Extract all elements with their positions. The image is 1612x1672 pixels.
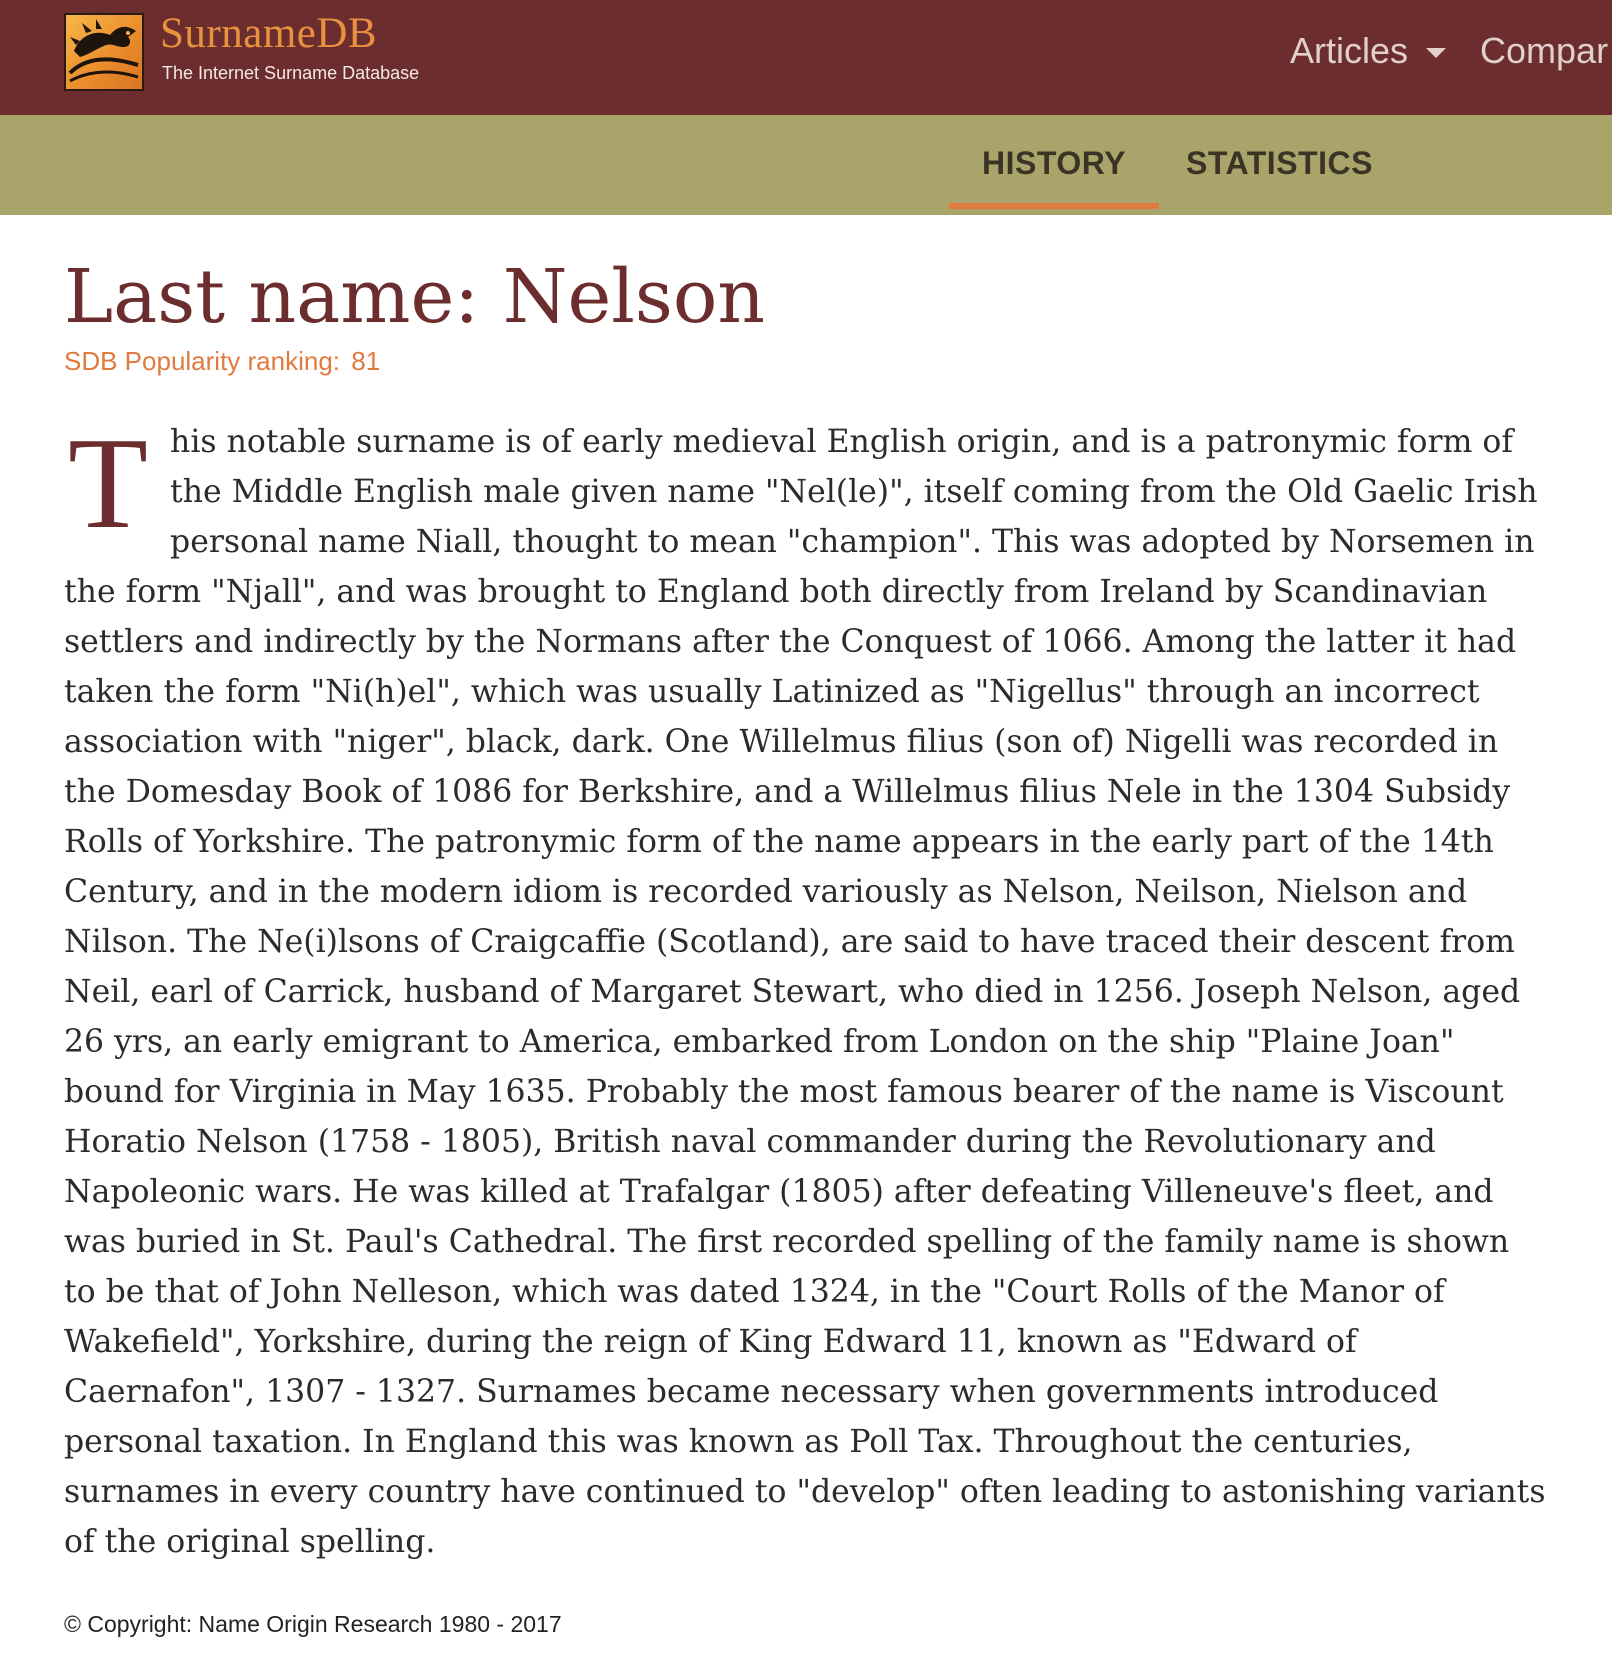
- nav-articles[interactable]: Articles: [1290, 30, 1409, 71]
- copyright: © Copyright: Name Origin Research 1980 - 2017: [64, 1611, 562, 1638]
- popularity-ranking: [64, 346, 1548, 377]
- site-header: [0, 0, 1612, 115]
- brand[interactable]: [160, 12, 419, 84]
- main-content: [0, 254, 1612, 1638]
- ranking-label: SDB Popularity ranking:: [64, 346, 341, 377]
- tab-statistics[interactable]: STATISTICS: [1186, 145, 1373, 181]
- brand-name[interactable]: SurnameDB: [160, 10, 378, 57]
- top-nav: [1290, 30, 1608, 72]
- tab-history[interactable]: HISTORY: [982, 145, 1126, 181]
- drop-cap: T: [68, 411, 149, 557]
- history-paragraph: his notable surname is of early medieval English origin, and is a patronymic form of the Middle English male given name "Nel(le)", itself coming from the Old Gaelic Irish personal name Niall, thought to mean "champion". This was adopted by Norsemen in the form "Njall", and was brought to England both directly from Ireland by Scandinavian settlers and indirectly by the Normans after the Conquest of 1066. Among the latter it had taken the form "Ni(h)el", which was usually Latinized as "Nigellus" through an incorrect association with "niger", black, dark. One Willelmus filius (son of) Nigelli was recorded in the Domesday Book of 1086 for Berkshire, and a Willelmus filius Nele in the 1304 Subsidy Rolls of Yorkshire. The patronymic form of the name appears in the early part of the 14th Century, and in the modern idiom is recorded variously as Nelson, Neilson, Nielson and Nilson. The Ne(i)lsons of Craigcaffie (Scotland), are said to have traced their descent from Neil, earl of Carrick, husband of Margaret Stewart, who died in 1256. Joseph Nelson, aged 26 yrs, an early emigrant to America, embarked from London on the ship "Plaine Joan" bound for Virginia in May 1635. Probably the most famous bearer of the name is Viscount Horatio Nelson (1758 - 1805), British naval commander during the Revolutionary and Napoleonic wars. He was killed at Trafalgar (1805) after defeating Villeneuve's fleet, and was buried in St. Paul's Cathedral. The first recorded spelling of the family name is shown to be that of John Nelleson, which was dated 1324, in the "Court Rolls of the Manor of Wakefield", Yorkshire, during the reign of King Edward 11, known as "Edward of Caernafon", 1307 - 1327. Surnames became necessary when governments introduced personal taxation. In England this was known as Poll Tax. Throughout the centuries, surnames in every country have continued to "develop" often leading to astonishing variants of the original spelling.: [64, 424, 1546, 1561]
- page-title: Last name: Nelson: [64, 254, 766, 340]
- brand-tagline: The Internet Surname Database: [162, 63, 420, 83]
- chevron-down-icon[interactable]: [1426, 48, 1446, 58]
- dragon-logo-icon[interactable]: [64, 13, 144, 91]
- ranking-value: 81: [351, 346, 381, 377]
- nav-compare[interactable]: Compar: [1480, 30, 1609, 71]
- sub-nav: [0, 115, 1612, 215]
- surname-history-text: [64, 411, 1548, 1567]
